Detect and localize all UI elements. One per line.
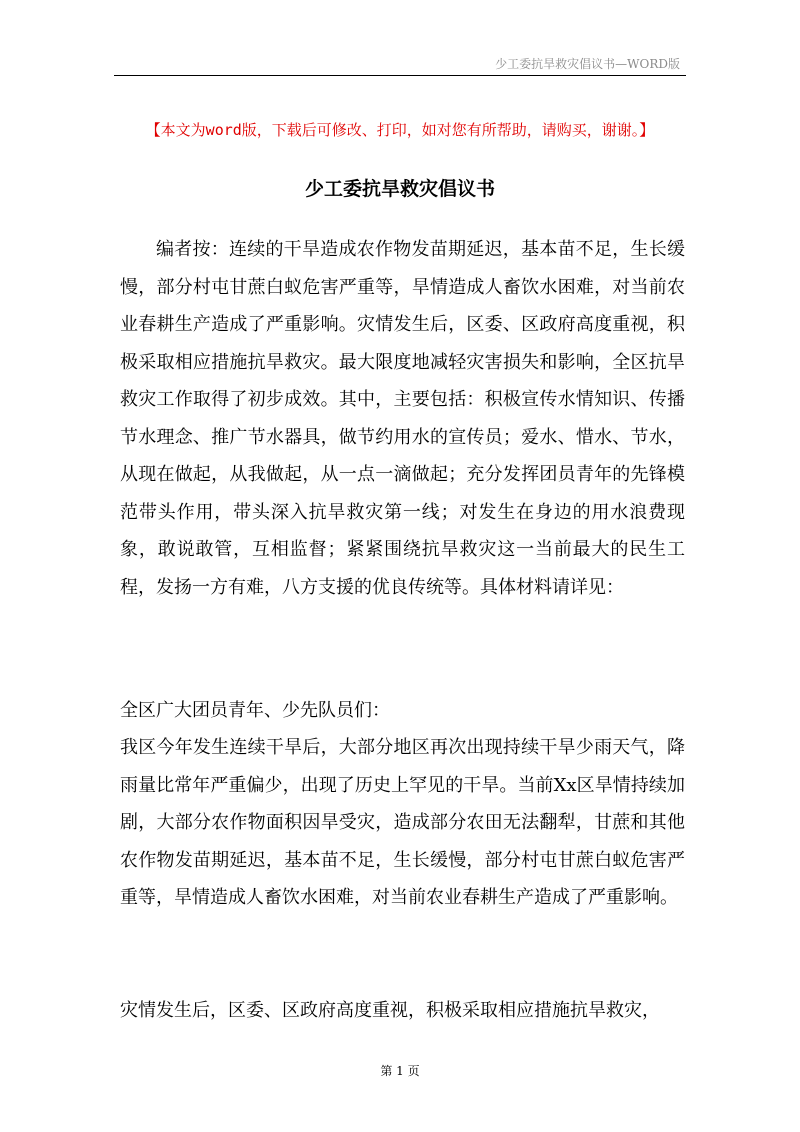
page-number: 第 1 页 <box>380 1064 420 1078</box>
document-title: 少工委抗旱救灾倡议书 <box>304 178 495 200</box>
header-divider <box>114 75 686 76</box>
editor-note-paragraph: 编者按：连续的干旱造成农作物发苗期延迟，基本苗不足，生长缓慢，部分村屯甘蔗白蚁危害严重等，旱情造成人畜饮水困难，对当前农业春耕生产造成了严重影响。灾情发生后，区委、区政府高度重视，积极采取相应措施抗旱救灾。最大限度地减轻灾害损失和影响，全区抗旱救灾工作取得了初步成效。其中，主要包括：积极宣传水情知识、传播节水理念、推广节水器具，做节约用水的宣传员；爱水、惜水、节水，从现在做起，从我做起，从一点一滴做起；充分发挥团员青年的先锋模范带头作用，带头深入抗旱救灾第一线；对发生在身边的用水浪费现象，敢说敢管，互相监督；紧紧围绕抗旱救灾这一当前最大的民生工程，发扬一方有难，八方支援的优良传统等。具体材料请详见： <box>120 239 685 598</box>
response-paragraph: 灾情发生后，区委、区政府高度重视，积极采取相应措施抗旱救灾， <box>120 1000 660 1021</box>
download-notice: 【本文为word版，下载后可修改、打印，如对您有所帮助，请购买，谢谢。】 <box>145 121 655 139</box>
situation-paragraph: 我区今年发生连续干旱后，大部分地区再次出现持续干旱少雨天气，降雨量比常年严重偏少，出现了历史上罕见的干旱。当前Xx区旱情持续加剧，大部分农作物面积因旱受灾，造成部分农田无法翻犁，甘蔗和其他农作物发苗期延迟，基本苗不足，生长缓慢，部分村屯甘蔗白蚁危害严重等，旱情造成人畜饮水困难，对当前农业春耕生产造成了严重影响。 <box>120 737 685 908</box>
greeting-paragraph: 全区广大团员青年、少先队员们： <box>120 700 390 721</box>
running-header: 少工委抗旱救灾倡议书—WORD版 <box>495 57 680 71</box>
